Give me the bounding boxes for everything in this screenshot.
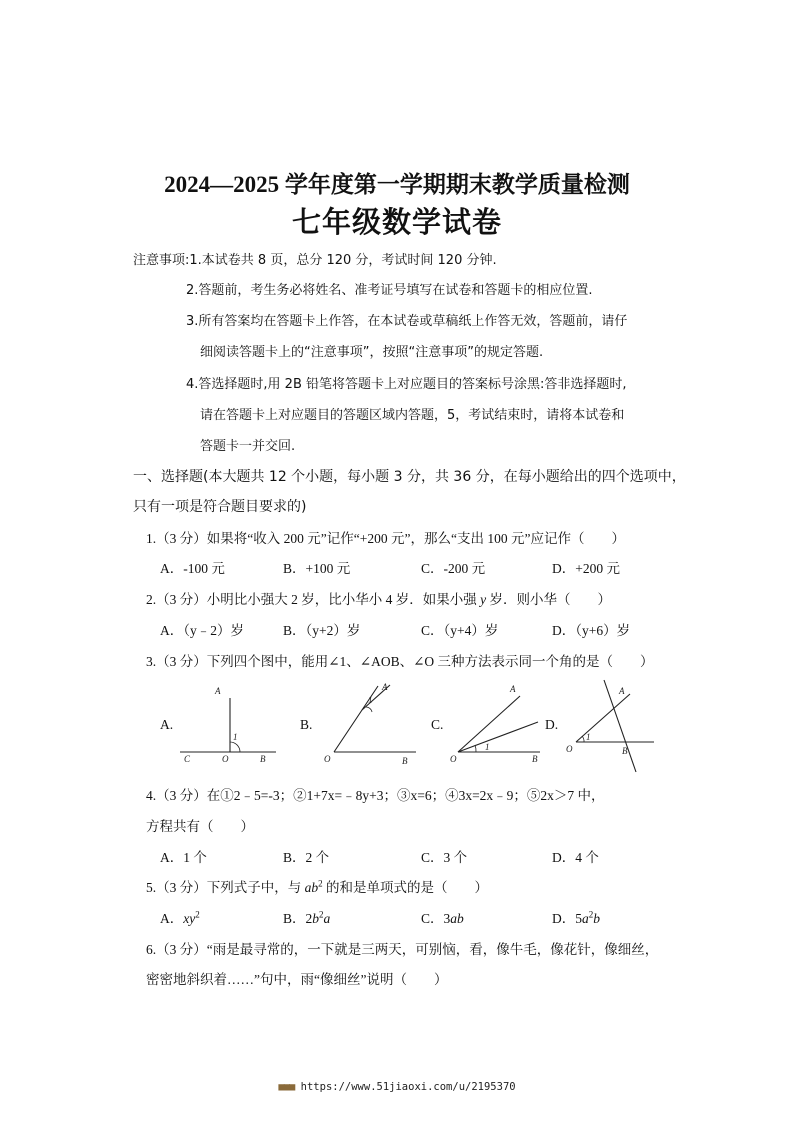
question-1-option-d: D．+200 元 bbox=[552, 561, 620, 576]
question-1-option-a: A．-100 元 bbox=[160, 561, 225, 576]
note-item-4-line-3: 答题卡一并交回. bbox=[200, 439, 296, 454]
fig-b-label-1: 1 bbox=[368, 695, 373, 705]
notes-label: 注意事项:1.本试卷共 8 页，总分 120 分，考试时间 120 分钟. bbox=[133, 253, 497, 268]
question-2-option-d: D．（y+6）岁 bbox=[552, 623, 631, 638]
fig-a-label-c: C bbox=[184, 754, 191, 764]
footer-url[interactable]: ■■■ https://www.51jiaoxi.com/u/2195370 bbox=[278, 1081, 516, 1093]
question-2-option-a: A．（y﹣2）岁 bbox=[160, 623, 244, 638]
fig-b-label-o: O bbox=[324, 754, 331, 764]
note-item-3-line-2: 细阅读答题卡上的“注意事项”，按照“注意事项”的规定答题. bbox=[200, 345, 544, 360]
fig-c-label-1: 1 bbox=[485, 742, 490, 752]
note-item-1: 1.本试卷共 8 页，总分 120 分，考试时间 120 分钟. bbox=[189, 253, 497, 268]
fig-a-label-1: 1 bbox=[233, 732, 238, 742]
question-1-option-c: C．-200 元 bbox=[421, 561, 486, 576]
section-heading-line-2: 只有一项是符合题目要求的) bbox=[133, 499, 307, 515]
question-5-option-d: D．$5a^2b$ bbox=[552, 909, 600, 926]
fig-c-label-b: B bbox=[532, 754, 538, 764]
exam-subtitle: 七年级数学试卷 bbox=[291, 207, 502, 239]
question-6-stem-line-2: 密密地斜织着……”句中，雨“像细丝”说明（ ） bbox=[146, 972, 448, 987]
exam-title: 2024—2025 学年度第一学期期末教学质量检测 bbox=[164, 172, 630, 197]
question-5-option-c: C．3ab bbox=[421, 911, 464, 926]
watermark-logo: ■■■ bbox=[278, 1081, 295, 1093]
fig-c-label-o: O bbox=[450, 754, 457, 764]
figure-option-c bbox=[448, 682, 548, 766]
note-item-2: 2.答题前，考生务必将姓名、准考证号填写在试卷和答题卡的相应位置. bbox=[186, 283, 593, 298]
question-3-stem: 3.（3 分）下列四个图中，能用∠1、∠AOB、∠O 三种方法表示同一个角的是（ ） bbox=[146, 654, 654, 669]
question-3-option-a: A. bbox=[160, 717, 174, 732]
fig-a-label-o: O bbox=[222, 754, 229, 764]
figure-option-b bbox=[316, 676, 420, 766]
question-3-option-c: C. bbox=[431, 717, 444, 732]
question-4-option-c: C．3 个 bbox=[421, 850, 468, 865]
question-2-stem: 2.（3 分）小明比小强大 2 岁，比小华小 4 岁．如果小强 y 岁．则小华（ ） bbox=[146, 592, 611, 607]
question-4-option-b: B．2 个 bbox=[283, 850, 330, 865]
question-5-option-a: A．$xy^2$ bbox=[160, 909, 200, 926]
fig-c-label-a: A bbox=[510, 684, 516, 694]
question-5-stem: 5.（3 分）下列式子中，与 $ab^2$ 的和是单项式的是（ ） bbox=[146, 878, 488, 895]
question-3-option-d: D. bbox=[545, 717, 559, 732]
fig-d-label-b: B bbox=[622, 746, 628, 756]
question-4-option-d: D．4 个 bbox=[552, 850, 599, 865]
fig-a-label-b: B bbox=[260, 754, 266, 764]
question-2-option-c: C．（y+4）岁 bbox=[421, 623, 499, 638]
fig-d-label-1: 1 bbox=[586, 732, 591, 742]
note-item-4-line-2: 请在答题卡上对应题目的答题区域内答题，5，考试结束时，请将本试卷和 bbox=[200, 408, 625, 423]
question-1-stem: 1.（3 分）如果将“收入 200 元”记作“+200 元”，那么“支出 100 元”应记作（ ） bbox=[146, 531, 625, 546]
question-4-stem-line-2: 方程共有（ ） bbox=[146, 819, 254, 834]
question-3-option-b: B. bbox=[300, 717, 313, 732]
question-1-option-b: B．+100 元 bbox=[283, 561, 351, 576]
question-5-option-b: B．$2b^2a$ bbox=[283, 909, 331, 926]
fig-b-label-a: A bbox=[382, 682, 388, 692]
question-2-option-b: B．（y+2）岁 bbox=[283, 623, 361, 638]
question-6-stem-line-1: 6.（3 分）“雨是最寻常的，一下就是三两天，可别恼，看，像牛毛，像花针，像细丝， bbox=[146, 942, 659, 957]
figure-option-a bbox=[178, 684, 278, 766]
fig-a-label-a: A bbox=[215, 686, 221, 696]
question-4-option-a: A．1 个 bbox=[160, 850, 207, 865]
section-heading-line-1: 一、选择题(本大题共 12 个小题，每小题 3 分，共 36 分，在每小题给出的四个选项中， bbox=[133, 469, 686, 485]
note-item-3-line-1: 3.所有答案均在答题卡上作答，在本试卷或草稿纸上作答无效，答题前，请仔 bbox=[186, 314, 628, 329]
fig-b-label-b: B bbox=[402, 756, 408, 766]
fig-d-label-o: O bbox=[566, 744, 573, 754]
figure-option-d bbox=[562, 676, 660, 774]
question-4-stem-line-1: 4.（3 分）在①2﹣5=-3；②1+7x=﹣8y+3；③x=6；④3x=2x﹣9；⑤2x＞7 中， bbox=[146, 788, 605, 803]
fig-d-label-a: A bbox=[619, 686, 625, 696]
note-item-4-line-1: 4.答选择题时,用 2B 铅笔将答题卡上对应题目的答案标号涂黑:答非选择题时, bbox=[186, 377, 627, 392]
